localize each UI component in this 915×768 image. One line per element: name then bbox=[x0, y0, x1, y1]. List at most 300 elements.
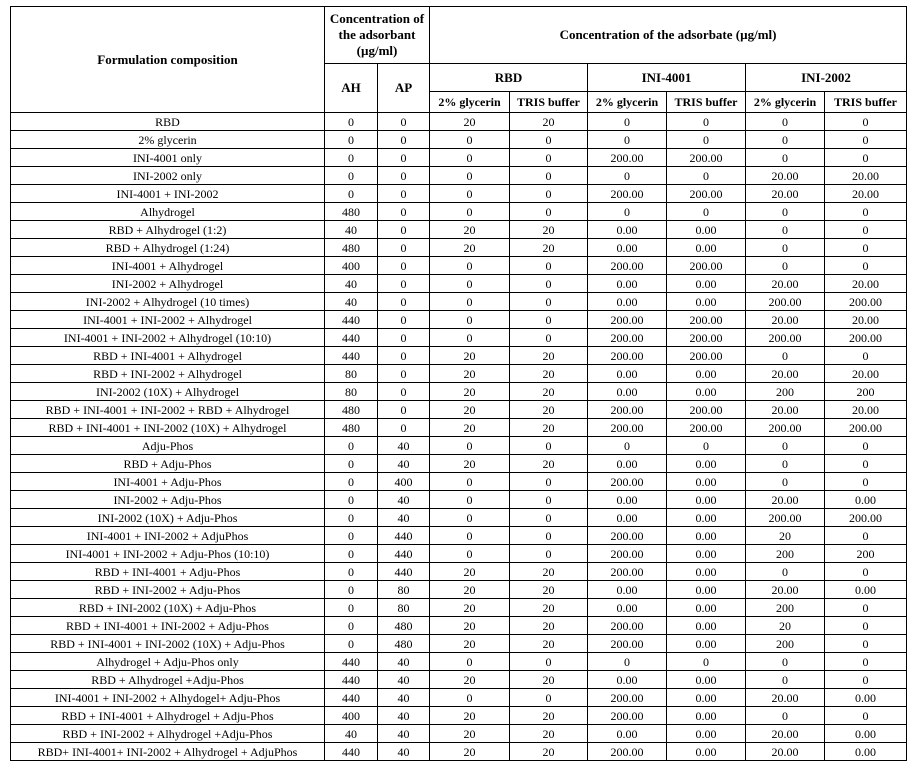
formulation-cell: RBD + INI-4001 + INI-2002 + Adju-Phos bbox=[11, 617, 325, 635]
formulation-cell: Alhydrogel bbox=[11, 203, 325, 221]
ini-2002-glycerin-cell: 0 bbox=[746, 653, 825, 671]
ini-4001-tris-cell: 0.00 bbox=[667, 617, 746, 635]
ap-cell: 0 bbox=[378, 203, 430, 221]
rbd-glycerin-cell: 20 bbox=[430, 671, 510, 689]
ini-4001-glycerin-cell: 200.00 bbox=[588, 527, 667, 545]
adsorbant-header: Concentration of the adsorbant (µg/ml) bbox=[325, 7, 430, 64]
rbd-tris-cell: 20 bbox=[510, 563, 588, 581]
ini-2002-glycerin-cell: 20.00 bbox=[746, 689, 825, 707]
ini-4001-glycerin-cell: 0.00 bbox=[588, 599, 667, 617]
rbd-glycerin-cell: 0 bbox=[430, 437, 510, 455]
ap-cell: 440 bbox=[378, 563, 430, 581]
ah-cell: 0 bbox=[325, 131, 378, 149]
header-row-top bbox=[11, 7, 907, 64]
rbd-glycerin-header: 2% glycerin bbox=[430, 92, 510, 113]
ini-2002-tris-cell: 0 bbox=[825, 563, 907, 581]
table-row bbox=[11, 131, 907, 149]
ah-cell: 0 bbox=[325, 563, 378, 581]
rbd-tris-cell: 20 bbox=[510, 419, 588, 437]
ini-4001-tris-cell: 0.00 bbox=[667, 671, 746, 689]
ini-4001-glycerin-cell: 0 bbox=[588, 653, 667, 671]
ini-2002-tris-cell: 20.00 bbox=[825, 311, 907, 329]
ah-cell: 40 bbox=[325, 275, 378, 293]
ah-cell: 400 bbox=[325, 707, 378, 725]
ini-2002-tris-cell: 0.00 bbox=[825, 491, 907, 509]
ini-2002-tris-cell: 0 bbox=[825, 131, 907, 149]
rbd-tris-cell: 0 bbox=[510, 491, 588, 509]
ini-2002-tris-cell: 200 bbox=[825, 383, 907, 401]
table-row bbox=[11, 689, 907, 707]
formulation-cell: INI-2002 (10X) + Alhydrogel bbox=[11, 383, 325, 401]
rbd-glycerin-cell: 20 bbox=[430, 221, 510, 239]
ap-cell: 80 bbox=[378, 581, 430, 599]
table-row bbox=[11, 383, 907, 401]
ini-4001-glycerin-cell: 0 bbox=[588, 203, 667, 221]
formulation-cell: RBD + Adju-Phos bbox=[11, 455, 325, 473]
table-row bbox=[11, 581, 907, 599]
rbd-tris-cell: 20 bbox=[510, 113, 588, 131]
ini-2002-glycerin-cell: 0 bbox=[746, 455, 825, 473]
ini-2002-tris-cell: 200.00 bbox=[825, 509, 907, 527]
ap-cell: 0 bbox=[378, 365, 430, 383]
rbd-glycerin-cell: 0 bbox=[430, 653, 510, 671]
ini-4001-tris-header: TRIS buffer bbox=[667, 92, 746, 113]
ini-2002-glycerin-cell: 0 bbox=[746, 437, 825, 455]
rbd-tris-cell: 0 bbox=[510, 473, 588, 491]
rbd-glycerin-cell: 0 bbox=[430, 689, 510, 707]
ini-2002-glycerin-cell: 20 bbox=[746, 527, 825, 545]
formulation-cell: RBD bbox=[11, 113, 325, 131]
ini-2002-tris-cell: 0 bbox=[825, 437, 907, 455]
ini-2002-glycerin-cell: 20.00 bbox=[746, 275, 825, 293]
ap-header: AP bbox=[378, 64, 430, 113]
ini-2002-glycerin-cell: 200 bbox=[746, 383, 825, 401]
ini-4001-tris-cell: 0.00 bbox=[667, 383, 746, 401]
rbd-tris-cell: 20 bbox=[510, 707, 588, 725]
rbd-glycerin-cell: 0 bbox=[430, 473, 510, 491]
ini-2002-glycerin-cell: 20.00 bbox=[746, 743, 825, 761]
ap-cell: 40 bbox=[378, 437, 430, 455]
rbd-tris-cell: 0 bbox=[510, 545, 588, 563]
table-row bbox=[11, 185, 907, 203]
rbd-glycerin-cell: 20 bbox=[430, 365, 510, 383]
table-row bbox=[11, 365, 907, 383]
rbd-glycerin-cell: 0 bbox=[430, 311, 510, 329]
rbd-tris-cell: 0 bbox=[510, 329, 588, 347]
ah-cell: 0 bbox=[325, 149, 378, 167]
formulation-cell: INI-4001 + INI-2002 + Adju-Phos (10:10) bbox=[11, 545, 325, 563]
table-row bbox=[11, 509, 907, 527]
table-row bbox=[11, 275, 907, 293]
table-row bbox=[11, 725, 907, 743]
ini-4001-tris-cell: 0.00 bbox=[667, 599, 746, 617]
ini-4001-glycerin-cell: 0.00 bbox=[588, 455, 667, 473]
rbd-glycerin-cell: 0 bbox=[430, 509, 510, 527]
rbd-glycerin-cell: 20 bbox=[430, 725, 510, 743]
rbd-glycerin-cell: 20 bbox=[430, 383, 510, 401]
rbd-tris-cell: 0 bbox=[510, 149, 588, 167]
ah-cell: 0 bbox=[325, 527, 378, 545]
ini-4001-glycerin-cell: 0.00 bbox=[588, 725, 667, 743]
table-row bbox=[11, 149, 907, 167]
formulation-cell: INI-4001 only bbox=[11, 149, 325, 167]
ah-cell: 0 bbox=[325, 473, 378, 491]
ini-4001-tris-cell: 200.00 bbox=[667, 149, 746, 167]
ini-4001-tris-cell: 0.00 bbox=[667, 581, 746, 599]
ini-2002-tris-cell: 200.00 bbox=[825, 329, 907, 347]
ap-cell: 0 bbox=[378, 329, 430, 347]
ini-2002-glycerin-cell: 0 bbox=[746, 671, 825, 689]
ini-2002-glycerin-cell: 20.00 bbox=[746, 365, 825, 383]
ah-cell: 480 bbox=[325, 239, 378, 257]
ini-4001-glycerin-header: 2% glycerin bbox=[588, 92, 667, 113]
rbd-tris-cell: 20 bbox=[510, 743, 588, 761]
rbd-glycerin-cell: 20 bbox=[430, 635, 510, 653]
ini-2002-glycerin-cell: 200.00 bbox=[746, 509, 825, 527]
formulation-cell: INI-4001 + INI-2002 + Alhydrogel (10:10) bbox=[11, 329, 325, 347]
rbd-glycerin-cell: 20 bbox=[430, 113, 510, 131]
ap-cell: 0 bbox=[378, 149, 430, 167]
ah-cell: 0 bbox=[325, 545, 378, 563]
ini-4001-tris-cell: 0.00 bbox=[667, 635, 746, 653]
ap-cell: 0 bbox=[378, 275, 430, 293]
ini-4001-glycerin-cell: 0.00 bbox=[588, 671, 667, 689]
table-row bbox=[11, 599, 907, 617]
ini-2002-glycerin-cell: 0 bbox=[746, 707, 825, 725]
formulation-cell: RBD + INI-4001 + Adju-Phos bbox=[11, 563, 325, 581]
rbd-glycerin-cell: 0 bbox=[430, 185, 510, 203]
ini-2002-tris-cell: 200.00 bbox=[825, 293, 907, 311]
ini-2002-tris-cell: 0 bbox=[825, 347, 907, 365]
ini-2002-glycerin-cell: 20.00 bbox=[746, 725, 825, 743]
ini-4001-glycerin-cell: 0.00 bbox=[588, 239, 667, 257]
ini-4001-glycerin-cell: 0 bbox=[588, 131, 667, 149]
formulation-cell: RBD + INI-4001 + INI-2002 (10X) + Alhydrogel bbox=[11, 419, 325, 437]
table-row bbox=[11, 617, 907, 635]
table-row bbox=[11, 491, 907, 509]
ini-4001-glycerin-cell: 0.00 bbox=[588, 383, 667, 401]
ini-2002-tris-cell: 0 bbox=[825, 599, 907, 617]
rbd-tris-cell: 0 bbox=[510, 275, 588, 293]
ap-cell: 0 bbox=[378, 311, 430, 329]
ini-4001-tris-cell: 0 bbox=[667, 437, 746, 455]
rbd-tris-cell: 20 bbox=[510, 365, 588, 383]
rbd-glycerin-cell: 20 bbox=[430, 401, 510, 419]
rbd-tris-cell: 0 bbox=[510, 311, 588, 329]
table-row bbox=[11, 221, 907, 239]
rbd-tris-cell: 20 bbox=[510, 617, 588, 635]
ap-cell: 0 bbox=[378, 419, 430, 437]
ini-4001-glycerin-cell: 200.00 bbox=[588, 617, 667, 635]
ini-2002-glycerin-cell: 0 bbox=[746, 113, 825, 131]
formulation-cell: Alhydrogel + Adju-Phos only bbox=[11, 653, 325, 671]
table-row bbox=[11, 563, 907, 581]
ini-2002-glycerin-cell: 20.00 bbox=[746, 401, 825, 419]
rbd-tris-cell: 0 bbox=[510, 257, 588, 275]
ini-2002-glycerin-header: 2% glycerin bbox=[746, 92, 825, 113]
ah-cell: 440 bbox=[325, 347, 378, 365]
ini-2002-glycerin-cell: 0 bbox=[746, 239, 825, 257]
adsorbate-header: Concentration of the adsorbate (µg/ml) bbox=[430, 7, 907, 64]
table-row bbox=[11, 257, 907, 275]
rbd-tris-cell: 20 bbox=[510, 635, 588, 653]
ini-4001-tris-cell: 200.00 bbox=[667, 311, 746, 329]
ini-2002-glycerin-cell: 0 bbox=[746, 563, 825, 581]
ini-2002-glycerin-cell: 20.00 bbox=[746, 185, 825, 203]
ap-cell: 480 bbox=[378, 617, 430, 635]
ah-cell: 400 bbox=[325, 257, 378, 275]
ini-4001-tris-cell: 0.00 bbox=[667, 221, 746, 239]
ini-4001-tris-cell: 200.00 bbox=[667, 419, 746, 437]
ini-4001-tris-cell: 0.00 bbox=[667, 527, 746, 545]
rbd-tris-cell: 0 bbox=[510, 167, 588, 185]
ah-cell: 440 bbox=[325, 689, 378, 707]
table-row bbox=[11, 743, 907, 761]
ini-4001-tris-cell: 200.00 bbox=[667, 401, 746, 419]
ah-cell: 440 bbox=[325, 329, 378, 347]
ini-4001-tris-cell: 200.00 bbox=[667, 347, 746, 365]
rbd-glycerin-cell: 0 bbox=[430, 329, 510, 347]
table-row bbox=[11, 113, 907, 131]
table-header bbox=[11, 7, 907, 113]
ini-4001-tris-cell: 0.00 bbox=[667, 563, 746, 581]
ini-2002-glycerin-cell: 20.00 bbox=[746, 311, 825, 329]
ap-cell: 0 bbox=[378, 293, 430, 311]
ini-4001-glycerin-cell: 200.00 bbox=[588, 473, 667, 491]
table-row bbox=[11, 437, 907, 455]
ini-2002-tris-cell: 0 bbox=[825, 671, 907, 689]
table-row bbox=[11, 239, 907, 257]
ap-cell: 0 bbox=[378, 347, 430, 365]
ini-4001-glycerin-cell: 0 bbox=[588, 437, 667, 455]
ini-2002-glycerin-cell: 20.00 bbox=[746, 167, 825, 185]
formulation-cell: RBD + INI-4001 + Alhydrogel bbox=[11, 347, 325, 365]
formulation-cell: INI-2002 only bbox=[11, 167, 325, 185]
ap-cell: 0 bbox=[378, 131, 430, 149]
ah-cell: 0 bbox=[325, 113, 378, 131]
ah-cell: 80 bbox=[325, 365, 378, 383]
ap-cell: 40 bbox=[378, 653, 430, 671]
ap-cell: 480 bbox=[378, 635, 430, 653]
formulation-cell: INI-4001 + INI-2002 + Alhydrogel bbox=[11, 311, 325, 329]
rbd-glycerin-cell: 20 bbox=[430, 455, 510, 473]
ini-2002-tris-cell: 0 bbox=[825, 635, 907, 653]
rbd-tris-header: TRIS buffer bbox=[510, 92, 588, 113]
ini-2002-glycerin-cell: 0 bbox=[746, 257, 825, 275]
ini-2002-glycerin-cell: 0 bbox=[746, 473, 825, 491]
ap-cell: 0 bbox=[378, 185, 430, 203]
ap-cell: 80 bbox=[378, 599, 430, 617]
ini-2002-tris-cell: 0 bbox=[825, 455, 907, 473]
ini-4001-glycerin-cell: 200.00 bbox=[588, 401, 667, 419]
ini-4001-glycerin-cell: 0.00 bbox=[588, 581, 667, 599]
ini-2002-glycerin-cell: 0 bbox=[746, 203, 825, 221]
ini-2002-tris-cell: 20.00 bbox=[825, 167, 907, 185]
formulation-cell: INI-2002 (10X) + Adju-Phos bbox=[11, 509, 325, 527]
ah-cell: 480 bbox=[325, 419, 378, 437]
rbd-glycerin-cell: 0 bbox=[430, 203, 510, 221]
ini-2002-tris-cell: 20.00 bbox=[825, 275, 907, 293]
table-row bbox=[11, 473, 907, 491]
ini-4001-glycerin-cell: 0.00 bbox=[588, 275, 667, 293]
rbd-glycerin-cell: 0 bbox=[430, 131, 510, 149]
formulation-cell: RBD + INI-2002 + Alhydrogel bbox=[11, 365, 325, 383]
ini-4001-tris-cell: 0.00 bbox=[667, 545, 746, 563]
rbd-tris-cell: 0 bbox=[510, 527, 588, 545]
table-row bbox=[11, 203, 907, 221]
ini-4001-tris-cell: 200.00 bbox=[667, 257, 746, 275]
ini-2002-tris-cell: 0.00 bbox=[825, 743, 907, 761]
rbd-tris-cell: 0 bbox=[510, 203, 588, 221]
ini-4001-tris-cell: 0.00 bbox=[667, 239, 746, 257]
ini-2002-tris-cell: 0 bbox=[825, 149, 907, 167]
rbd-tris-cell: 20 bbox=[510, 671, 588, 689]
ini-2002-tris-cell: 20.00 bbox=[825, 401, 907, 419]
rbd-glycerin-cell: 0 bbox=[430, 167, 510, 185]
rbd-tris-cell: 20 bbox=[510, 221, 588, 239]
rbd-glycerin-cell: 20 bbox=[430, 563, 510, 581]
rbd-glycerin-cell: 20 bbox=[430, 707, 510, 725]
ini-2002-glycerin-cell: 0 bbox=[746, 149, 825, 167]
ini-4001-glycerin-cell: 200.00 bbox=[588, 347, 667, 365]
ap-cell: 40 bbox=[378, 671, 430, 689]
formulation-cell: RBD + INI-2002 + Alhydrogel +Adju-Phos bbox=[11, 725, 325, 743]
rbd-tris-cell: 0 bbox=[510, 689, 588, 707]
formulation-cell: INI-4001 + INI-2002 bbox=[11, 185, 325, 203]
formulation-cell: RBD+ INI-4001+ INI-2002 + Alhydrogel + AdjuPhos bbox=[11, 743, 325, 761]
ap-cell: 0 bbox=[378, 257, 430, 275]
table-row bbox=[11, 167, 907, 185]
ini-4001-tris-cell: 0.00 bbox=[667, 275, 746, 293]
ap-cell: 0 bbox=[378, 113, 430, 131]
ini-4001-glycerin-cell: 200.00 bbox=[588, 707, 667, 725]
rbd-glycerin-cell: 20 bbox=[430, 617, 510, 635]
ap-cell: 440 bbox=[378, 545, 430, 563]
ah-cell: 0 bbox=[325, 581, 378, 599]
rbd-glycerin-cell: 0 bbox=[430, 275, 510, 293]
ah-header: AH bbox=[325, 64, 378, 113]
formulation-cell: INI-4001 + INI-2002 + Alhydogel+ Adju-Phos bbox=[11, 689, 325, 707]
rbd-glycerin-cell: 20 bbox=[430, 419, 510, 437]
ini-2002-group-header: INI-2002 bbox=[746, 64, 907, 92]
formulation-cell: INI-2002 + Adju-Phos bbox=[11, 491, 325, 509]
ini-2002-glycerin-cell: 200 bbox=[746, 545, 825, 563]
ini-2002-tris-cell: 0 bbox=[825, 239, 907, 257]
rbd-tris-cell: 0 bbox=[510, 509, 588, 527]
ini-2002-tris-cell: 0 bbox=[825, 257, 907, 275]
ah-cell: 0 bbox=[325, 185, 378, 203]
table-row bbox=[11, 311, 907, 329]
ap-cell: 40 bbox=[378, 509, 430, 527]
ah-cell: 40 bbox=[325, 293, 378, 311]
ini-4001-glycerin-cell: 200.00 bbox=[588, 149, 667, 167]
rbd-tris-cell: 0 bbox=[510, 653, 588, 671]
formulation-cell: RBD + INI-4001 + INI-2002 + RBD + Alhydrogel bbox=[11, 401, 325, 419]
rbd-tris-cell: 0 bbox=[510, 293, 588, 311]
ini-2002-tris-cell: 0 bbox=[825, 473, 907, 491]
formulation-cell: 2% glycerin bbox=[11, 131, 325, 149]
rbd-tris-cell: 0 bbox=[510, 131, 588, 149]
table-row bbox=[11, 545, 907, 563]
ah-cell: 0 bbox=[325, 167, 378, 185]
ini-4001-tris-cell: 200.00 bbox=[667, 185, 746, 203]
ap-cell: 40 bbox=[378, 743, 430, 761]
rbd-glycerin-cell: 20 bbox=[430, 347, 510, 365]
formulation-cell: INI-2002 + Alhydrogel (10 times) bbox=[11, 293, 325, 311]
ini-4001-tris-cell: 0.00 bbox=[667, 707, 746, 725]
ini-4001-tris-cell: 0.00 bbox=[667, 509, 746, 527]
formulation-cell: RBD + INI-2002 (10X) + Adju-Phos bbox=[11, 599, 325, 617]
ah-cell: 0 bbox=[325, 509, 378, 527]
ap-cell: 40 bbox=[378, 491, 430, 509]
ini-4001-glycerin-cell: 200.00 bbox=[588, 563, 667, 581]
ah-cell: 40 bbox=[325, 725, 378, 743]
ini-2002-tris-cell: 0.00 bbox=[825, 725, 907, 743]
ap-cell: 0 bbox=[378, 239, 430, 257]
ini-4001-glycerin-cell: 0.00 bbox=[588, 221, 667, 239]
ap-cell: 40 bbox=[378, 725, 430, 743]
ini-4001-glycerin-cell: 0.00 bbox=[588, 365, 667, 383]
rbd-tris-cell: 20 bbox=[510, 239, 588, 257]
ini-2002-glycerin-cell: 200.00 bbox=[746, 419, 825, 437]
ini-4001-glycerin-cell: 200.00 bbox=[588, 185, 667, 203]
table-row bbox=[11, 635, 907, 653]
ini-4001-glycerin-cell: 200.00 bbox=[588, 329, 667, 347]
table-row bbox=[11, 653, 907, 671]
ah-cell: 0 bbox=[325, 491, 378, 509]
ini-2002-glycerin-cell: 200.00 bbox=[746, 329, 825, 347]
ap-cell: 0 bbox=[378, 383, 430, 401]
ah-cell: 440 bbox=[325, 653, 378, 671]
rbd-tris-cell: 20 bbox=[510, 725, 588, 743]
table-body bbox=[11, 113, 907, 761]
formulation-cell: INI-4001 + INI-2002 + AdjuPhos bbox=[11, 527, 325, 545]
ah-cell: 0 bbox=[325, 599, 378, 617]
ah-cell: 440 bbox=[325, 671, 378, 689]
ini-4001-tris-cell: 0.00 bbox=[667, 491, 746, 509]
rbd-glycerin-cell: 20 bbox=[430, 581, 510, 599]
ap-cell: 440 bbox=[378, 527, 430, 545]
rbd-glycerin-cell: 20 bbox=[430, 743, 510, 761]
ini-4001-glycerin-cell: 200.00 bbox=[588, 635, 667, 653]
rbd-tris-cell: 20 bbox=[510, 599, 588, 617]
rbd-glycerin-cell: 0 bbox=[430, 293, 510, 311]
table-row bbox=[11, 455, 907, 473]
rbd-glycerin-cell: 0 bbox=[430, 257, 510, 275]
ini-4001-tris-cell: 0 bbox=[667, 113, 746, 131]
rbd-tris-cell: 0 bbox=[510, 185, 588, 203]
ini-2002-tris-cell: 20.00 bbox=[825, 185, 907, 203]
ini-4001-tris-cell: 200.00 bbox=[667, 329, 746, 347]
formulation-cell: RBD + INI-4001 + Alhydrogel + Adju-Phos bbox=[11, 707, 325, 725]
ini-4001-tris-cell: 0 bbox=[667, 203, 746, 221]
ini-2002-tris-cell: 0 bbox=[825, 203, 907, 221]
ah-cell: 480 bbox=[325, 203, 378, 221]
ini-2002-tris-cell: 20.00 bbox=[825, 365, 907, 383]
formulation-cell: Adju-Phos bbox=[11, 437, 325, 455]
ini-2002-glycerin-cell: 200 bbox=[746, 635, 825, 653]
rbd-tris-cell: 20 bbox=[510, 383, 588, 401]
formulation-cell: RBD + INI-2002 + Adju-Phos bbox=[11, 581, 325, 599]
table-row bbox=[11, 707, 907, 725]
ap-cell: 0 bbox=[378, 221, 430, 239]
ini-4001-glycerin-cell: 0.00 bbox=[588, 509, 667, 527]
ini-2002-tris-cell: 0 bbox=[825, 527, 907, 545]
ah-cell: 0 bbox=[325, 455, 378, 473]
ini-2002-tris-cell: 0 bbox=[825, 617, 907, 635]
ini-4001-glycerin-cell: 200.00 bbox=[588, 257, 667, 275]
ini-2002-glycerin-cell: 0 bbox=[746, 131, 825, 149]
